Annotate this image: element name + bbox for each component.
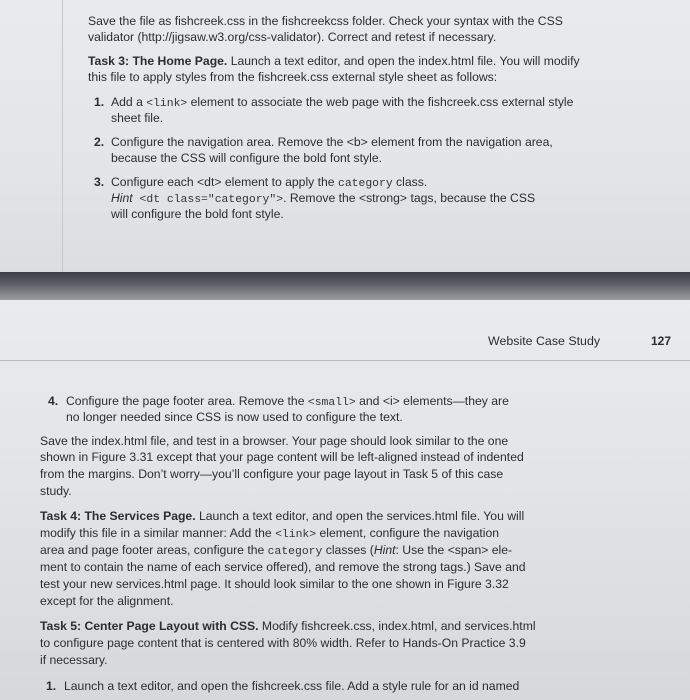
task5-text: Modify fishcreek.css, index.html, and services.html <box>258 619 536 633</box>
item-3-code: category <box>337 178 393 190</box>
item-1-text-a: Add a <box>111 95 147 109</box>
task4-line-3-c: : Use the <span> ele- <box>395 543 513 557</box>
para-line-1: Save the index.html file, and test in a browser. Your page should look similar to the one <box>40 434 509 448</box>
item-4-number: 4. <box>48 394 59 408</box>
item-1-code: <link> <box>146 98 188 110</box>
task5-line-1 <box>40 618 536 634</box>
task5-line-3: if necessary. <box>40 653 108 667</box>
page-number: 127 <box>651 334 672 348</box>
upper-page <box>0 0 690 273</box>
task4-title: Task 4: The Services Page. <box>40 509 196 523</box>
item-4-code: <small> <box>307 397 356 409</box>
item-1-line-1 <box>111 94 573 112</box>
task4-line-1 <box>40 508 524 524</box>
item-4-line-2: no longer needed since CSS is now used to configure the text. <box>66 410 403 424</box>
margin-rule <box>62 0 63 272</box>
item-2-line-2: because the CSS will configure the bold font style. <box>111 151 382 165</box>
task3-title: Task 3: The Home Page. <box>88 54 228 68</box>
task4-hint: Hint <box>373 543 396 557</box>
item-3-hint-code: <dt class="category"> <box>132 194 284 206</box>
para-line-3: from the margins. Don’t worry—you’ll configure your page layout in Task 5 of this case <box>40 467 504 481</box>
intro-line-1: Save the file as fishcreek.css in the fishcreekcss folder. Check your syntax with the CSS <box>88 14 563 28</box>
task4-line-6: except for the alignment. <box>40 594 174 608</box>
item-3-text-b: class. <box>392 175 428 189</box>
task4-line-2 <box>40 525 499 543</box>
page-gap <box>0 272 690 300</box>
item-3-hint: Hint <box>111 191 133 205</box>
task4-line-3-b: classes ( <box>322 543 374 557</box>
task4-line-3-code: category <box>267 546 323 558</box>
task4-line-4: ment to contain the name of each service offered), and remove the strong tags.) Save and <box>40 560 526 574</box>
item-2-line-1: Configure the navigation area. Remove the <b> element from the navigation area, <box>111 135 553 149</box>
item-4-text-a: Configure the page footer area. Remove the <box>66 394 308 408</box>
para-line-4: study. <box>40 484 72 498</box>
task3-line-2: this file to apply styles from the fishcreek.css external style sheet as follows: <box>88 70 498 84</box>
task4-line-3 <box>40 542 512 560</box>
task5-line-2: to configure page content that is centered with 80% width. Refer to Hands-On Practice 3.9 <box>40 636 526 650</box>
task5-item-1-number: 1. <box>46 679 57 693</box>
item-1-line-2: sheet file. <box>111 111 164 125</box>
task4-text: Launch a text editor, and open the services.html file. You will <box>195 509 525 523</box>
header-rule <box>0 360 690 361</box>
task3-text: Launch a text editor, and open the index.html file. You will modify <box>227 54 580 68</box>
item-3-text-c: . Remove the <strong> tags, because the CSS <box>283 191 536 205</box>
task4-line-5: test your new services.html page. It should look similar to the one shown in Figure 3.32 <box>40 577 509 591</box>
task4-line-3-a: area and page footer areas, configure the <box>40 543 268 557</box>
item-1-text-b: element to associate the web page with the fishcreek.css external style <box>187 95 574 109</box>
item-3-number: 3. <box>94 175 105 189</box>
task4-line-2-code: <link> <box>275 529 317 541</box>
task5-title: Task 5: Center Page Layout with CSS. <box>40 619 259 633</box>
item-3-text-a: Configure each <dt> element to apply the <box>111 175 338 189</box>
item-1-number: 1. <box>94 95 105 109</box>
task5-item-1-line: Launch a text editor, and open the fishcreek.css file. Add a style rule for an id named <box>64 679 520 693</box>
intro-line-2: validator (http://jigsaw.w3.org/css-validator). Correct and retest if necessary. <box>88 30 497 44</box>
item-3-line-3: will configure the bold font style. <box>111 207 284 221</box>
task4-line-2-b: element, configure the navigation <box>316 526 500 540</box>
task3-line-1 <box>88 53 580 69</box>
item-4-text-b: and <i> elements—they are <box>355 394 509 408</box>
para-line-2: shown in Figure 3.31 except that your page content will be left-aligned instead of indented <box>40 450 524 464</box>
running-header: Website Case Study <box>488 334 601 348</box>
item-2-number: 2. <box>94 135 105 149</box>
task4-line-2-a: modify this file in a similar manner: Add the <box>40 526 276 540</box>
